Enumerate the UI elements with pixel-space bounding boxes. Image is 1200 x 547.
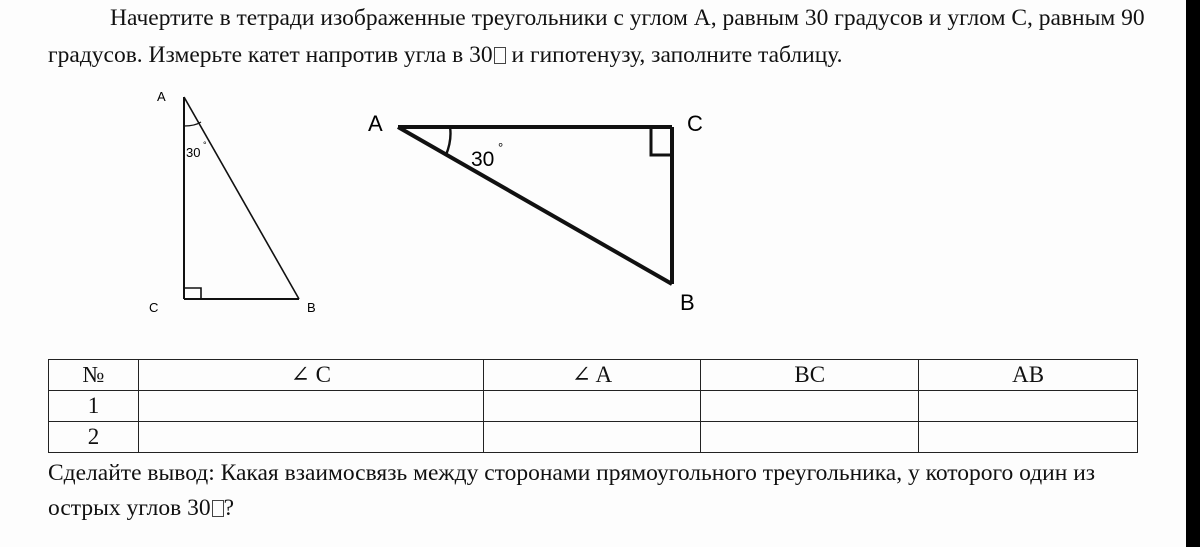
triangle-left bbox=[149, 89, 316, 315]
conclusion-text bbox=[48, 456, 1168, 526]
cell-ab[interactable] bbox=[919, 422, 1138, 453]
triangle-right bbox=[368, 111, 703, 315]
angle-label: 30 bbox=[186, 145, 201, 160]
task-text-main: Начертите в тетради изображенные треугольники с углом А, равным 30 градусов и углом С, равным 90 градусов. Измерьте катет напротив угла в 30 bbox=[48, 5, 1145, 68]
header-bc: BC bbox=[701, 360, 919, 391]
conclusion-text-main: Сделайте вывод: Какая взаимосвязь между сторонами прямоугольного треугольника, у которого один из острых углов 30 bbox=[48, 460, 1096, 521]
header-angle-a: ∠ A bbox=[483, 360, 701, 391]
vertex-label-c: C bbox=[687, 111, 703, 136]
degree-mark: ° bbox=[203, 140, 207, 150]
hypotenuse-ab bbox=[184, 97, 299, 299]
right-angle-mark bbox=[651, 127, 672, 155]
vertex-label-c: C bbox=[149, 300, 159, 315]
vertex-label-b: B bbox=[307, 300, 316, 315]
header-ab: AB bbox=[919, 360, 1138, 391]
header-angle-c: ∠ C bbox=[138, 360, 483, 391]
cell-ab[interactable] bbox=[919, 391, 1138, 422]
header-number: № bbox=[49, 360, 139, 391]
table-row bbox=[49, 422, 1138, 453]
table-header-row bbox=[49, 360, 1138, 391]
table-row bbox=[49, 391, 1138, 422]
cell-angle-a[interactable] bbox=[483, 391, 701, 422]
task-text-end: и гипотенузу, заполните таблицу. bbox=[505, 42, 843, 68]
angle-label: 30 bbox=[471, 148, 495, 171]
hypotenuse-ab bbox=[398, 127, 672, 284]
missing-glyph-box bbox=[212, 500, 224, 517]
cell-bc[interactable] bbox=[701, 391, 919, 422]
degree-mark: ° bbox=[498, 140, 504, 155]
vertex-label-a: A bbox=[157, 89, 166, 104]
vertex-label-b: B bbox=[680, 290, 695, 315]
cell-number: 2 bbox=[49, 422, 139, 453]
cell-angle-a[interactable] bbox=[483, 422, 701, 453]
angle-arc bbox=[446, 127, 451, 155]
cell-number: 1 bbox=[49, 391, 139, 422]
right-angle-mark bbox=[184, 288, 201, 299]
vertex-label-a: A bbox=[368, 111, 383, 136]
cell-angle-c[interactable] bbox=[138, 391, 483, 422]
conclusion-text-end: ? bbox=[223, 495, 235, 521]
cell-angle-c[interactable] bbox=[138, 422, 483, 453]
cell-bc[interactable] bbox=[701, 422, 919, 453]
results-table bbox=[48, 359, 1138, 453]
